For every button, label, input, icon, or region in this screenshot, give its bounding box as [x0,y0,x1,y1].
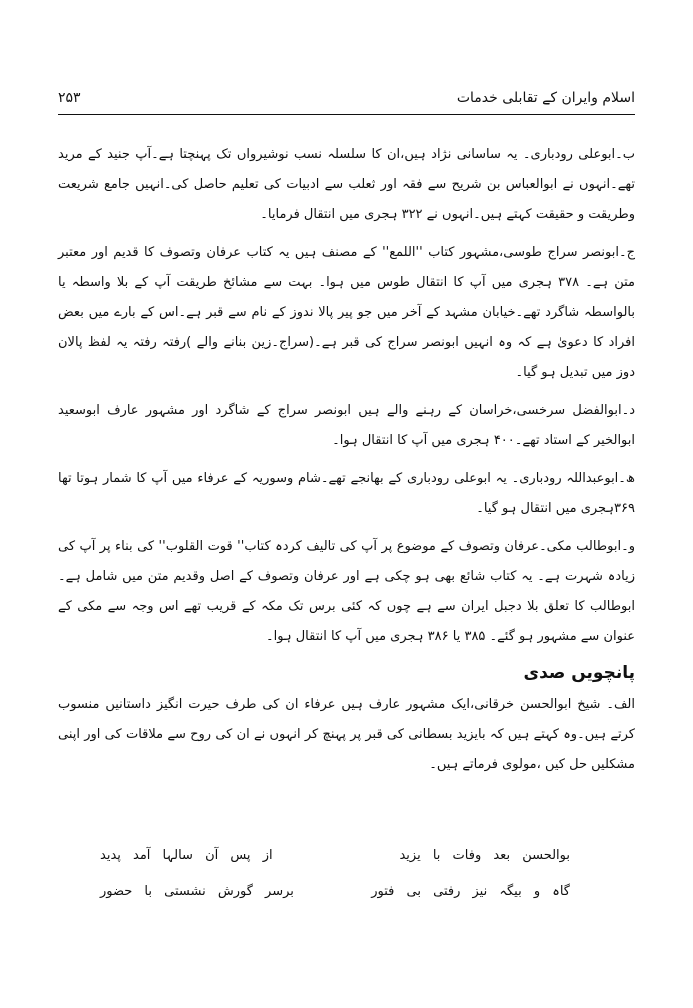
paragraph-d: د۔ابوالفضل سرخسی،خراسان کے رہنے والے ہیں ابونصر سراج کے شاگرد اور مشہور عارف ابوسعید ابوالخیر کے استاد تھے۔۴۰۰ ہجری میں آپ کا انتقال ہوا۔ [58,403,635,448]
poem-couplets [100,838,570,910]
couplet-1 [100,838,570,874]
paragraph-h: ھ۔ابوعبداللہ رودباری۔ یہ ابوعلی رودباری کے بھانجے تھے۔شام وسوریہ کے عرفاء میں آپ کا شمار ہوتا تھا ۳۶۹ہجری میں انتقال ہو گیا۔ [58,471,635,516]
body-text [58,140,635,780]
running-title: اسلام وایران کے تقابلی خدمات [456,90,635,106]
page-header [58,88,635,115]
couplet-2-second-hemistich: برسر گورش نشستی با حضور [100,884,294,899]
couplet-2 [100,874,570,910]
couplet-2-first-hemistich: گاہ و بیگہ نیز رفتی بی فتور [371,884,570,899]
paragraph-alif: الف۔ شیخ ابوالحسن خرقانی،ایک مشہور عارف ہیں عرفاء ان کی طرف حیرت انگیز داستانیں منسوب کرتے ہیں۔وہ کہتے ہیں کہ بایزید بسطانی کی قبر پر پہنچ کر انہوں نے ان کی روح سے ملاقات کی اور اپنی مشکلیں حل کیں ،مولوی فرماتے ہیں۔ [58,697,635,772]
paragraph-w: و۔ابوطالب مکی۔عرفان وتصوف کے موضوع پر آپ کی تالیف کردہ کتاب'' قوت القلوب'' کی بناء پر آپ کی زیادہ شہرت ہے۔ یہ کتاب شائع بھی ہو چکی ہے اور عرفان وتصوف کے اصل وقدیم متن میں شامل ہے۔ابوطالب کا تعلق بلا دجبل ایران سے ہے چوں کہ کئی برس تک مکہ کے قریب تھے اس وجہ سے مکی کے عنوان سے مشہور ہو گئے۔ ۳۸۵ یا ۳۸۶ ہجری میں آپ کا انتقال ہوا۔ [58,539,635,644]
paragraph-b: ب۔ابوعلی رودباری۔ یہ ساسانی نژاد ہیں،ان کا سلسلہ نسب نوشیرواں تک پہنچتا ہے۔آپ جنید کے مرید تھے۔انہوں نے ابوالعباس بن شریح سے فقہ اور ثعلب سے ادبیات کی تعلیم حاصل کی۔انہیں جامع شریعت وطریقت و حقیقت کہتے ہیں۔انہوں نے ۳۲۲ ہجری میں انتقال فرمایا۔ [58,147,635,222]
couplet-1-second-hemistich: از پس آن سالہا آمد پدید [100,848,273,863]
couplet-1-first-hemistich: بوالحسن بعد وفات با یزید [399,848,570,863]
paragraph-j: ج۔ابونصر سراج طوسی،مشہور کتاب ''اللمع'' کے مصنف ہیں یہ کتاب عرفان وتصوف کا قدیم اور معتبر متن ہے۔ ۳۷۸ ہجری میں آپ کا انتقال طوس میں ہوا۔ بہت سے مشائخ طریقت آپ کے بلا واسطہ یا بالواسطہ شاگرد تھے۔خیابان مشہد کے آخر میں جو پیر پالا ندوز کے نام سے قبر ہے۔اس کے بارے میں بعض افراد کا دعویٰ ہے کہ وہ انہیں ابونصر سراج کی قبر ہے۔(سراج۔زین بنانے والے )رفتہ رفتہ یہ لفظ پالان دوز میں تبدیل ہو گیا۔ [58,245,635,380]
page-number: ۲۵۳ [58,90,81,106]
section-heading: پانچویں صدی [523,663,635,683]
